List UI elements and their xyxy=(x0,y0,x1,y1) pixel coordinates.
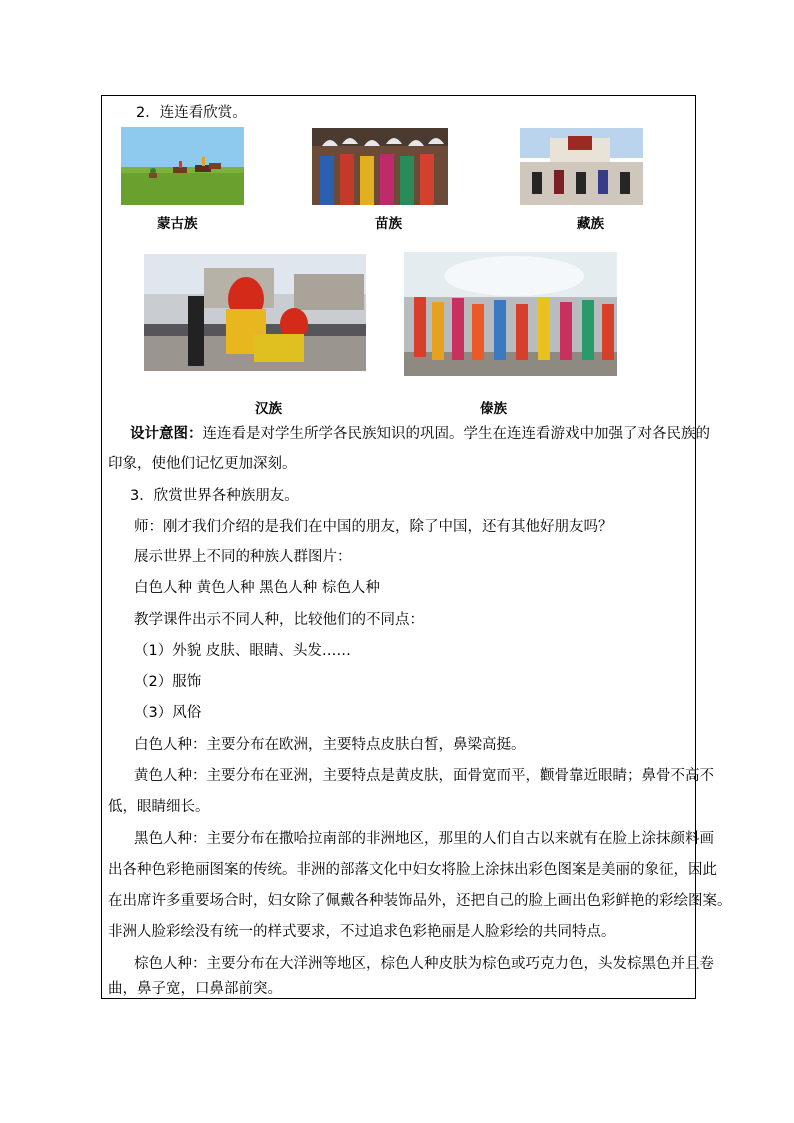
caption-dai: 傣族 xyxy=(480,401,507,417)
brown-race-desc-2: 曲，鼻子宽，口鼻部前突。 xyxy=(108,981,282,997)
caption-tibetan: 藏族 xyxy=(577,216,604,232)
white-race-desc: 白色人种：主要分布在欧洲，主要特点皮肤白皙，鼻梁高挺。 xyxy=(134,737,526,753)
black-race-desc-3: 在出席许多重要场合时，妇女除了佩戴各种装饰品外，还把自己的脸上画出色彩鲜艳的彩绘图案。 xyxy=(108,893,732,909)
miao-costume-photo xyxy=(312,128,448,205)
section-heading-3: 3．欣赏世界各种族朋友。 xyxy=(130,488,299,504)
brown-race-desc-1: 棕色人种：主要分布在大洋洲等地区，棕色人种皮肤为棕色或巧克力色，头发棕黑色并且卷 xyxy=(134,956,714,972)
point-customs: （3）风俗 xyxy=(134,705,202,721)
compare-line: 教学课件出示不同人种，比较他们的不同点： xyxy=(134,612,424,628)
black-race-desc-4: 非洲人脸彩绘没有统一的样式要求，不过追求色彩艳丽是人脸彩绘的共同特点。 xyxy=(108,924,616,940)
design-intent-line1: 设计意图：连连看是对学生所学各民族知识的巩固。学生在连连看游戏中加强了对各民族的 xyxy=(130,426,710,442)
point-appearance: （1）外貌 皮肤、眼睛、头发…… xyxy=(134,643,351,659)
show-pictures-line: 展示世界上不同的种族人群图片： xyxy=(134,549,352,565)
mongol-horse-race-photo xyxy=(121,127,244,205)
dai-water-festival-photo xyxy=(404,252,617,376)
design-intent-line2: 印象，使他们记忆更加深刻。 xyxy=(108,456,297,472)
point-clothing: （2）服饰 xyxy=(134,674,202,690)
races-list: 白色人种 黄色人种 黑色人种 棕色人种 xyxy=(134,580,380,596)
caption-mongol: 蒙古族 xyxy=(157,216,198,232)
tibetan-dance-photo xyxy=(520,128,643,205)
black-race-desc-1: 黑色人种：主要分布在撒哈拉南部的非洲地区，那里的人们自古以来就有在脸上涂抹颜料画 xyxy=(134,831,714,847)
han-lion-dance-photo xyxy=(144,254,366,371)
yellow-race-desc-2: 低，眼睛细长。 xyxy=(108,799,210,815)
section-heading-2: 2．连连看欣赏。 xyxy=(136,105,247,121)
teacher-question: 师：刚才我们介绍的是我们在中国的朋友，除了中国，还有其他好朋友吗？ xyxy=(134,519,613,535)
caption-miao: 苗族 xyxy=(375,216,402,232)
caption-han: 汉族 xyxy=(255,401,282,417)
design-intent-label: 设计意图： xyxy=(130,426,203,442)
black-race-desc-2: 出各种色彩艳丽图案的传统。非洲的部落文化中妇女将脸上涂抹出彩色图案是美丽的象征，因此 xyxy=(108,862,717,878)
yellow-race-desc-1: 黄色人种：主要分布在亚洲，主要特点是黄皮肤，面骨宽而平，颧骨靠近眼睛；鼻骨不高不 xyxy=(134,768,714,784)
